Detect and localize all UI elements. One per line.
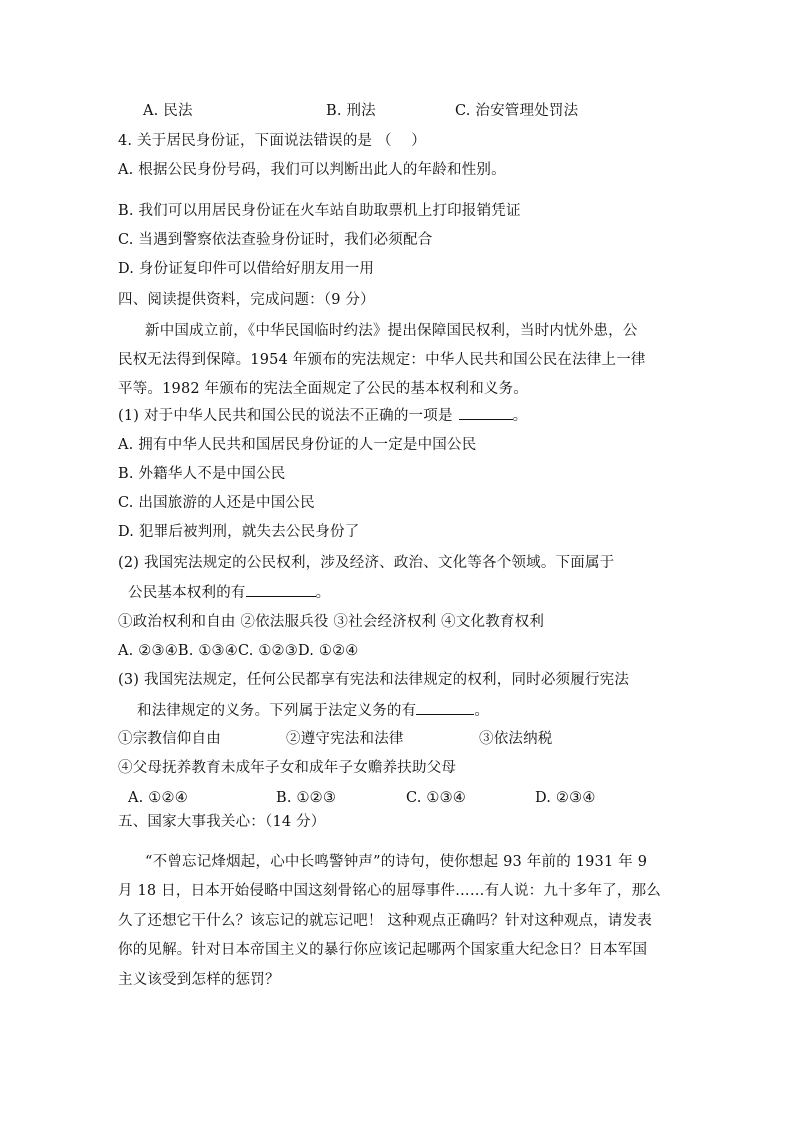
answer-blank[interactable] xyxy=(416,700,474,715)
s4-q3-stem: 和法律规定的义务。下列属于法定义务的有 xyxy=(137,703,417,719)
s4-q3-item-2: ②遵守宪法和法律 xyxy=(286,731,404,747)
s4-q1-option-a: A. 拥有中华人民共和国居民身份证的人一定是中国公民 xyxy=(118,437,477,453)
s4-q3-option-c: C. ①③④ xyxy=(406,790,466,806)
section5-line1: “不曾忘记烽烟起，心中长鸣警钟声”的诗句，使你想起 93 年前的 1931 年 9 xyxy=(145,854,648,870)
s4-q2-stem-line1: (2) 我国宪法规定的公民权利，涉及经济、政治、文化等各个领域。下面属于 xyxy=(118,555,615,571)
s4-q3-stem-line1: (3) 我国宪法规定，任何公民都享有宪法和法律规定的权利，同时必须履行宪法 xyxy=(118,672,630,688)
s4-q3-item-4: ④父母抚养教育未成年子女和成年子女赡养扶助父母 xyxy=(118,760,457,776)
s4-q2-items: ①政治权利和自由 ②依法服兵役 ③社会经济权利 ④文化教育权利 xyxy=(118,614,545,630)
section5-line5: 主义该受到怎样的惩罚？ xyxy=(118,972,280,988)
s4-q2-options: A. ②③④B. ①③④C. ①②③D. ①②④ xyxy=(118,643,359,659)
s4-q3-option-a: A. ①②④ xyxy=(128,790,188,806)
s4-q1-end: 。 xyxy=(512,408,528,424)
answer-blank[interactable] xyxy=(459,405,513,420)
s4-q2-stem-line2 xyxy=(128,582,330,603)
s4-q3-option-b: B. ①②③ xyxy=(276,790,337,806)
s4-q3-end: 。 xyxy=(474,703,490,719)
q4-option-a: A. 根据公民身份号码，我们可以判断出此人的年龄和性别。 xyxy=(118,162,506,178)
q4-option-d: D. 身份证复印件可以借给好朋友用一用 xyxy=(118,261,375,277)
s4-q3-option-d: D. ②③④ xyxy=(535,790,596,806)
s4-q2-stem: 公民基本权利的有 xyxy=(128,585,246,601)
s4-q1-stem-line xyxy=(118,405,527,426)
s4-q1-option-d: D. 犯罪后被判刑，就失去公民身份了 xyxy=(118,524,360,540)
section5-title: 五、国家大事我关心：（14 分） xyxy=(118,814,326,830)
s4-q1-option-b: B. 外籍华人不是中国公民 xyxy=(118,466,286,482)
section4-para-line3: 平等。1982 年颁布的宪法全面规定了公民的基本权利和义务。 xyxy=(118,381,529,397)
s4-q3-stem-line2 xyxy=(137,700,489,721)
s4-q2-end: 。 xyxy=(315,585,331,601)
q3-option-c: C. 治安管理处罚法 xyxy=(455,103,579,119)
s4-q3-item-1: ①宗教信仰自由 xyxy=(118,731,221,747)
s4-q1-stem: (1) 对于中华人民共和国公民的说法不正确的一项是 xyxy=(118,408,453,424)
section5-line3: 久了还想它干什么？该忘记的就忘记吧！ 这种观点正确吗？针对这种观点，请发表 xyxy=(118,913,653,929)
section4-title: 四、阅读提供资料，完成问题：（9 分） xyxy=(118,292,375,308)
section5-line2: 月 18 日，日本开始侵略中国这刻骨铭心的屈辱事件……有人说：九十多年了，那么 xyxy=(118,883,661,899)
q4-option-c: C. 当遇到警察依法查验身份证时，我们必须配合 xyxy=(118,232,433,248)
section4-para-line2: 民权无法得到保障。1954 年颁布的宪法规定：中华人民共和国公民在法律上一律 xyxy=(118,352,646,368)
answer-blank[interactable] xyxy=(246,582,316,597)
s4-q3-item-3: ③依法纳税 xyxy=(479,731,553,747)
section4-para-line1: 新中国成立前，《中华民国临时约法》提出保障国民权利，当时内忧外患，公 xyxy=(145,323,638,339)
q3-option-a: A. 民法 xyxy=(143,103,193,119)
section5-line4: 你的见解。针对日本帝国主义的暴行你应该记起哪两个国家重大纪念日？日本军国 xyxy=(118,942,648,958)
s4-q1-option-c: C. 出国旅游的人还是中国公民 xyxy=(118,495,315,511)
q4-stem: 4. 关于居民身份证，下面说法错误的是 （ ） xyxy=(118,133,426,149)
q3-option-b: B. 刑法 xyxy=(326,103,376,119)
q4-option-b: B. 我们可以用居民身份证在火车站自助取票机上打印报销凭证 xyxy=(118,203,521,219)
